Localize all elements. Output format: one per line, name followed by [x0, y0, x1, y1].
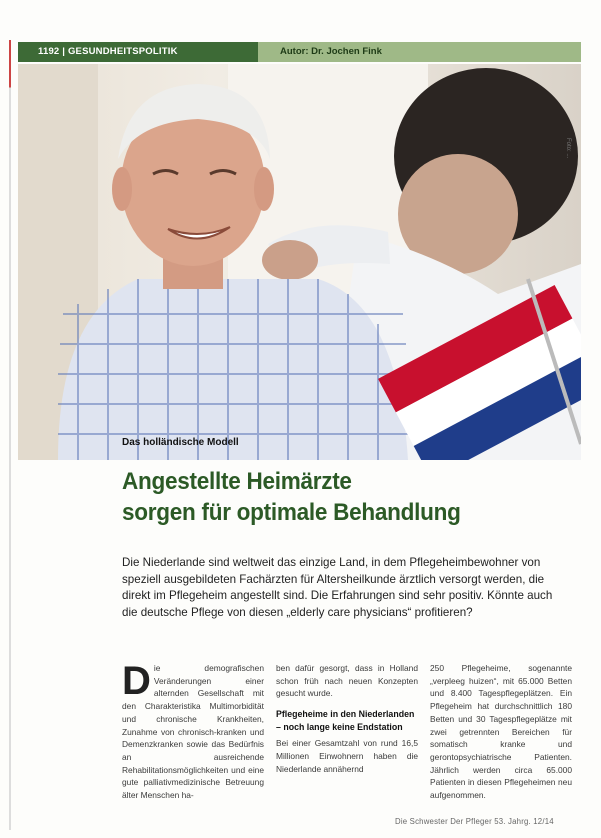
author-label: Autor: Dr. Jochen Fink	[258, 42, 581, 62]
article-title	[122, 466, 508, 528]
page-footer: Die Schwester Der Pfleger 53. Jahrg. 12/14	[395, 817, 554, 826]
photo-illustration	[18, 64, 581, 460]
article-body	[122, 662, 572, 802]
title-line-1: Angestellte Heimärzte	[122, 468, 352, 495]
hero-photo	[18, 64, 581, 460]
title-line-2: sorgen für optimale Behandlung	[122, 499, 461, 526]
column-2-text-2: Bei einer Gesamtzahl von rund 16,5 Millionen Einwohnern haben die Niederlande annähernd	[276, 738, 418, 774]
article-lead: Die Niederlande sind weltweit das einzige Land, in dem Pflegeheimbewohner von speziell ausgebildeten Fachärzten für Altersheilkunde ärztlich versorgt werden, die direkt im Pflegeheim angestellt sind. Die Erfahrungen sind sehr positiv. Könnte auch die deutsche Pflege von diesen „elderly care physicians“ profitieren?	[122, 556, 553, 619]
page-header	[18, 42, 581, 62]
column-1-text: ie demografischen Veränderungen einer alternden Gesellschaft mit den Charakteristika Multimorbidität und chronische Krankheiten, Zunahme von chronisch-kranken und Demenzkranken sowie das Bedürfnis an ausreichende Rehabilitationsmöglichkeiten und eine gute palliativmedizinische Betreuung älter Menschen ha-	[122, 663, 264, 801]
column-2	[276, 662, 418, 802]
column-1	[122, 662, 264, 802]
drop-cap: D	[122, 662, 151, 703]
article-kicker: Das holländische Modell	[122, 437, 239, 448]
section-label: 1192 | GESUNDHEITSPOLITIK	[18, 42, 258, 62]
column-3	[430, 662, 572, 802]
page-edge-rule	[9, 40, 11, 830]
column-2-text: ben dafür gesorgt, dass in Holland schon früh nach neuen Konzepten gesucht wurde.	[276, 663, 418, 699]
column-3-text: 250 Pflegeheime, sogenannte „verpleeg huizen“, mit 65.000 Betten und 8.400 Tagespflegeplätzen. Ein Pflegeheim hat durchschnittlich 180 Betten und 30 Tagespflegeplätze mit zwei getrennten Bereichen für somatisch kranke und gerontopsychiatrische Patienten. Jährlich werden circa 65.000 Patienten in diesen Pflegeheimen neu aufgenommen.	[430, 663, 572, 801]
photo-credit: Foto: ...	[565, 138, 571, 159]
section-subhead: Pflegeheime in den Niederlanden – noch lange keine Endstation	[276, 709, 415, 732]
